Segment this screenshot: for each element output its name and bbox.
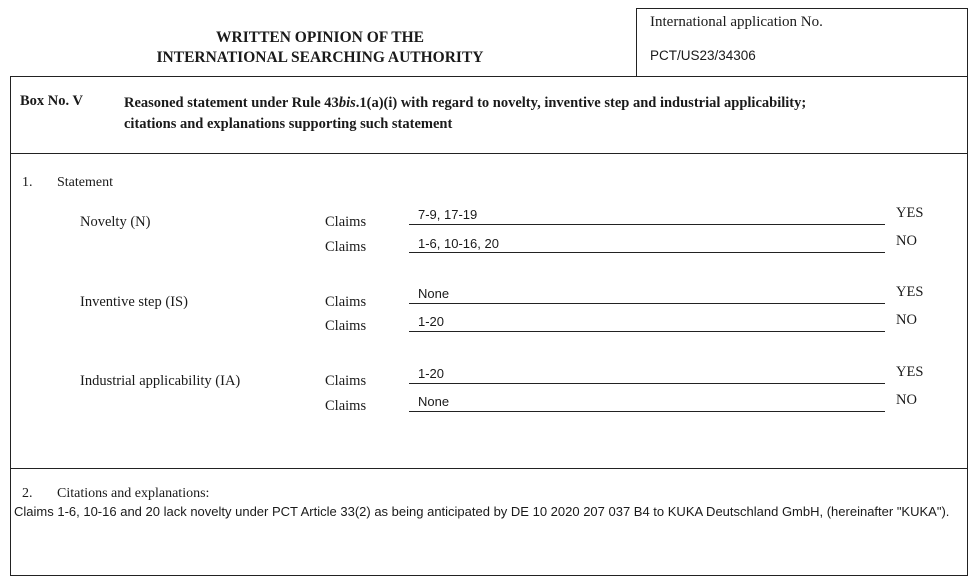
inventive-no-claims-label: Claims xyxy=(325,318,367,334)
novelty-label: Novelty (N) xyxy=(80,214,151,230)
box-number: Box No. V xyxy=(20,93,83,109)
industrial-yes-claims-label: Claims xyxy=(325,373,367,389)
industrial-no-label: NO xyxy=(896,392,917,408)
industrial-no-line xyxy=(409,411,885,412)
application-number-label: International application No. xyxy=(650,14,823,30)
box-title xyxy=(124,93,964,135)
section-divider xyxy=(10,468,968,469)
industrial-yes-label: YES xyxy=(896,364,924,380)
box-title-prefix: Reasoned statement under Rule 43 xyxy=(124,95,339,111)
inventive-yes-claims-label: Claims xyxy=(325,294,367,310)
citations-number: 2. xyxy=(22,486,33,501)
form-title-line-2: INTERNATIONAL SEARCHING AUTHORITY xyxy=(156,49,484,66)
inventive-no-claims-value: 1-20 xyxy=(418,314,445,329)
inventive-yes-label: YES xyxy=(896,284,924,300)
industrial-no-claims-value: None xyxy=(418,394,450,409)
inventive-step-label: Inventive step (IS) xyxy=(80,294,188,310)
inventive-no-label: NO xyxy=(896,312,917,328)
industrial-no-claims-label: Claims xyxy=(325,398,367,414)
inventive-yes-line xyxy=(409,303,885,304)
application-number-value: PCT/US23/34306 xyxy=(650,48,756,63)
box-title-rest: .1(a)(i) with regard to novelty, inventive step and industrial applicability; xyxy=(355,95,807,111)
novelty-yes-line xyxy=(409,224,885,225)
statement-number: 1. xyxy=(22,175,33,190)
inventive-no-line xyxy=(409,331,885,332)
novelty-yes-label: YES xyxy=(896,205,924,221)
novelty-no-claims-value: 1-6, 10-16, 20 xyxy=(418,236,499,251)
novelty-no-label: NO xyxy=(896,233,917,249)
novelty-yes-claims-value: 7-9, 17-19 xyxy=(418,207,478,222)
industrial-yes-claims-value: 1-20 xyxy=(418,366,445,381)
novelty-no-claims-label: Claims xyxy=(325,239,367,255)
inventive-yes-claims-value: None xyxy=(418,286,450,301)
novelty-no-line xyxy=(409,252,885,253)
statement-title: Statement xyxy=(57,175,113,190)
industrial-applicability-label: Industrial applicability (IA) xyxy=(80,373,241,389)
citations-title: Citations and explanations: xyxy=(57,486,210,501)
novelty-yes-claims-label: Claims xyxy=(325,214,367,230)
industrial-yes-line xyxy=(409,383,885,384)
citations-body: Claims 1-6, 10-16 and 20 lack novelty under PCT Article 33(2) as being anticipated by DE 10 2020 207 037 B4 to KUKA Deutschland GmbH, (hereinafter "KUKA"). xyxy=(14,504,950,519)
box-title-line-2: citations and explanations supporting such statement xyxy=(124,116,453,132)
header-divider xyxy=(10,153,968,154)
box-title-rule-italic: bis xyxy=(338,95,356,111)
form-title-line-1: WRITTEN OPINION OF THE xyxy=(216,29,424,46)
